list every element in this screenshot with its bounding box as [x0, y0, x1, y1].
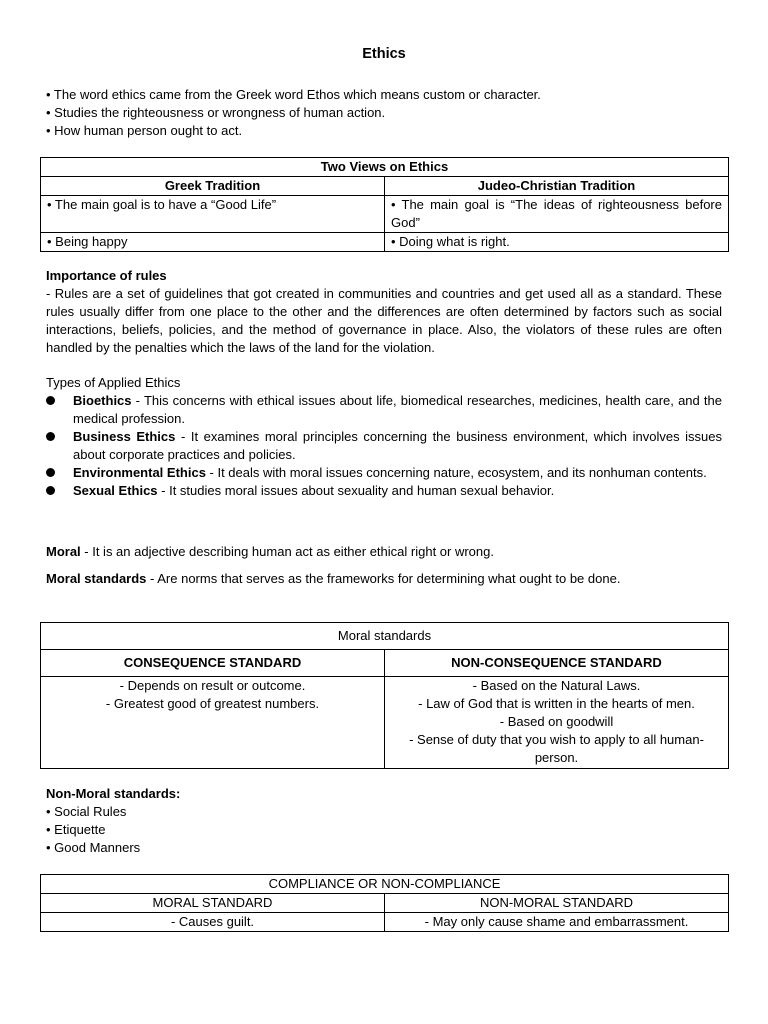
table-row	[41, 233, 729, 252]
term: Moral standards	[46, 571, 147, 586]
column-header: Greek Tradition	[41, 177, 385, 196]
table-cell: • The main goal is to have a “Good Life”	[41, 196, 385, 233]
page-title: Ethics	[362, 46, 406, 62]
bullet-icon	[46, 468, 55, 477]
two-views-table	[40, 157, 729, 252]
column-header: MORAL STANDARD	[41, 894, 385, 913]
table-cell	[41, 677, 385, 769]
description: - This concerns with ethical issues about life, biomedical researches, medicines, health care, and the medical profession.	[73, 393, 722, 426]
term: Bioethics	[73, 393, 132, 408]
list-item	[46, 482, 722, 500]
list-item	[46, 392, 722, 428]
column-header: Judeo-Christian Tradition	[385, 177, 729, 196]
term: Environmental Ethics	[73, 465, 206, 480]
table-caption: Two Views on Ethics	[41, 158, 729, 177]
table-cell: - Causes guilt.	[41, 913, 385, 932]
cell-line: - Greatest good of greatest numbers.	[105, 696, 320, 711]
cell-line: - Depends on result or outcome.	[119, 678, 306, 693]
table-cell: • Doing what is right.	[385, 233, 729, 252]
list-item	[46, 428, 722, 464]
list-item: • Studies the righteousness or wrongness of human action.	[46, 105, 386, 120]
table-cell: • The main goal is “The ideas of righteousness before God”	[385, 196, 729, 233]
cell-line: - Law of God that is written in the hearts of men.	[418, 696, 695, 711]
table-caption: COMPLIANCE OR NON-COMPLIANCE	[41, 875, 729, 894]
compliance-table	[40, 874, 729, 932]
moral-definition	[46, 543, 722, 561]
list-item: • Good Manners	[46, 840, 141, 855]
table-cell: • Being happy	[41, 233, 385, 252]
list-item	[46, 464, 722, 482]
description: - It deals with moral issues concerning nature, ecosystem, and its nonhuman contents.	[205, 465, 707, 480]
term: Sexual Ethics	[73, 483, 158, 498]
table-row	[41, 913, 729, 932]
description: - It examines moral principles concerning the business environment, which involves issues about corporate practices and policies.	[73, 429, 722, 462]
cell-line: - Sense of duty that you wish to apply to all human-person.	[409, 732, 704, 765]
table-cell	[385, 677, 729, 769]
table-cell: - May only cause shame and embarrassment.	[385, 913, 729, 932]
column-header: CONSEQUENCE STANDARD	[41, 650, 385, 677]
column-header: NON-CONSEQUENCE STANDARD	[385, 650, 729, 677]
moral-standards-definition	[46, 570, 722, 588]
table-row	[41, 196, 729, 233]
term: Moral	[46, 544, 81, 559]
term: Business Ethics	[73, 429, 176, 444]
non-moral-section	[46, 785, 722, 857]
bullet-icon	[46, 486, 55, 495]
section-heading: Types of Applied Ethics	[46, 375, 181, 390]
list-item: • Social Rules	[46, 804, 127, 819]
section-heading: Non-Moral standards:	[46, 786, 181, 801]
table-row	[41, 677, 729, 769]
cell-line: - Based on the Natural Laws.	[472, 678, 641, 693]
moral-standards-table	[40, 622, 729, 769]
rules-section	[46, 267, 722, 357]
table-caption: Moral standards	[41, 623, 729, 650]
column-header: NON-MORAL STANDARD	[385, 894, 729, 913]
cell-line: - Based on goodwill	[499, 714, 614, 729]
list-item: • How human person ought to act.	[46, 123, 243, 138]
intro-bullet-list	[46, 86, 722, 140]
paragraph: - Rules are a set of guidelines that got created in communities and countries and get used all as a standard. These rules usually differ from one place to the other and the differences are often determined by factors such as social interactions, beliefs, policies, and the method of governance in place. Also, the violators of these rules are often handled by the penalties which the laws of the land for the violation.	[46, 286, 722, 355]
list-item: • The word ethics came from the Greek word Ethos which means custom or character.	[46, 87, 541, 102]
applied-ethics-list	[46, 392, 722, 500]
description: - Are norms that serves as the frameworks for determining what ought to be done.	[146, 571, 621, 586]
bullet-icon	[46, 432, 55, 441]
description: - It is an adjective describing human act as either ethical right or wrong.	[80, 544, 494, 559]
list-item: • Etiquette	[46, 822, 106, 837]
section-heading: Importance of rules	[46, 268, 167, 283]
description: - It studies moral issues about sexuality and human sexual behavior.	[157, 483, 555, 498]
bullet-icon	[46, 396, 55, 405]
applied-ethics-section	[46, 374, 722, 500]
